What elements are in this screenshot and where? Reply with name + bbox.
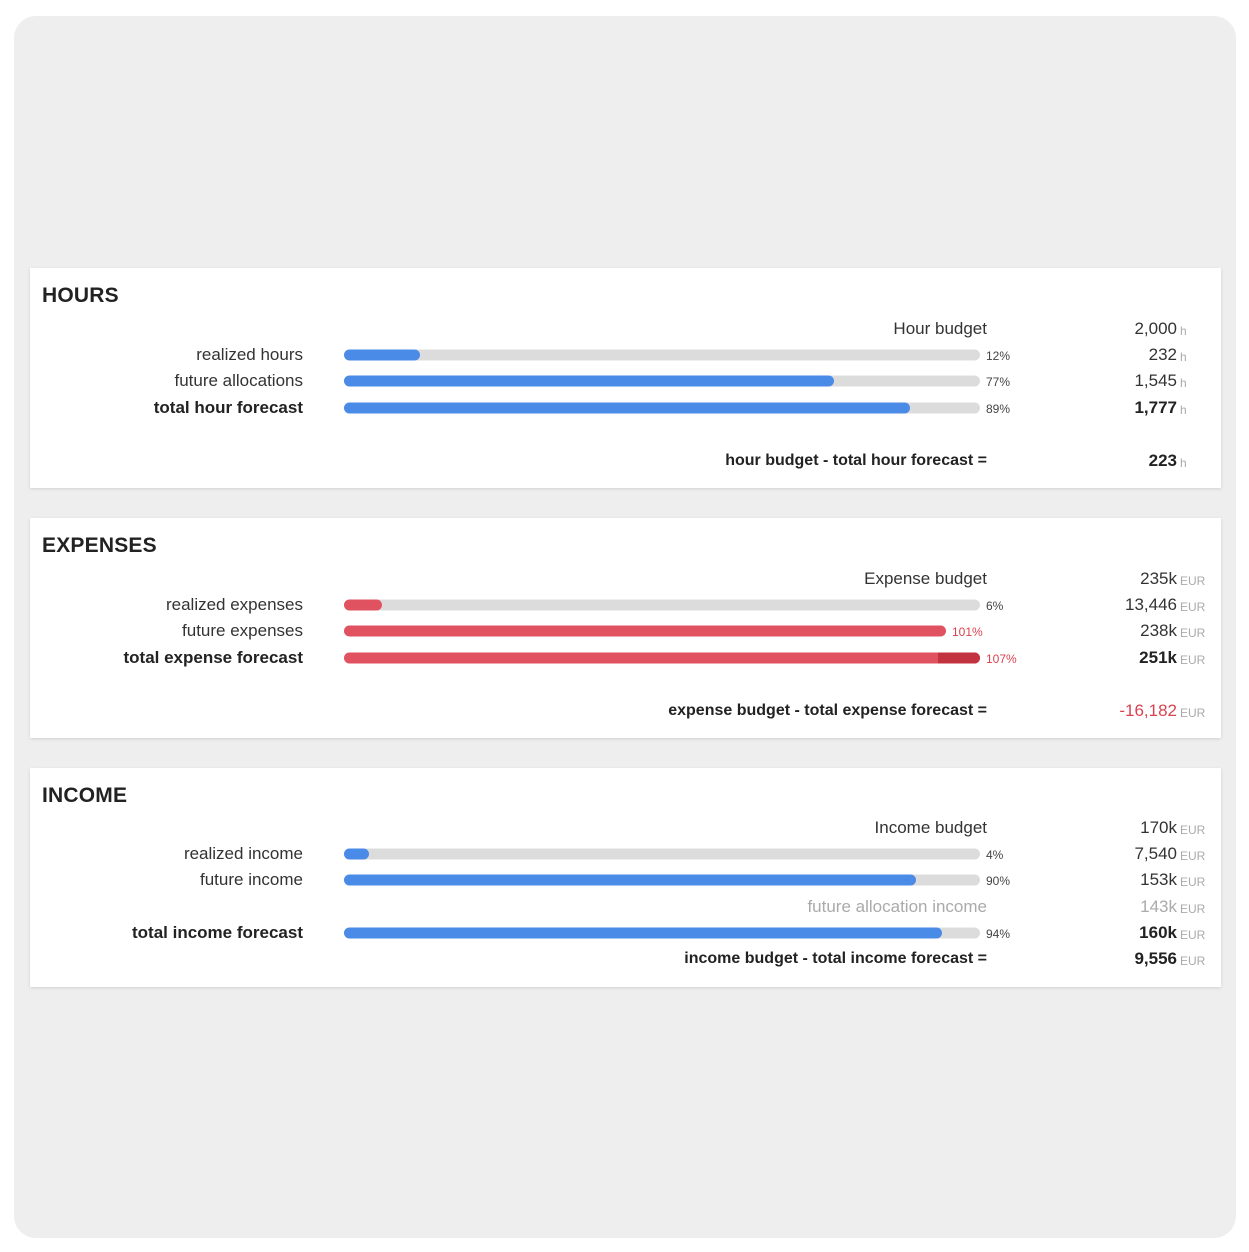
future-income-value: 153k (1140, 870, 1177, 889)
expense-budget-value: 235k (1140, 569, 1177, 588)
realized-expenses-fill (344, 600, 382, 611)
total-expense-forecast-pct: 107% (986, 652, 1017, 666)
income-diff-value: 9,556 (1134, 949, 1177, 968)
total-hour-forecast-unit: h (1180, 403, 1187, 417)
realized-income-bar (344, 849, 980, 860)
realized-hours-fill (344, 350, 420, 361)
realized-income-fill (344, 849, 369, 860)
future-income-fill (344, 875, 916, 886)
future-income-unit: EUR (1180, 875, 1206, 889)
realized-expenses-bar (344, 600, 980, 611)
expense-diff-label: expense budget - total expense forecast = (668, 702, 987, 719)
future-allocations-unit: h (1180, 376, 1187, 390)
future-income-bar (344, 875, 980, 886)
income-diff-label: income budget - total income forecast = (684, 950, 987, 967)
overbudget-segment (938, 653, 980, 664)
realized-hours-unit: h (1180, 350, 1187, 364)
total-hour-forecast-pct: 89% (986, 402, 1011, 416)
realized-hours-pct: 12% (986, 349, 1011, 363)
income-budget-value: 170k (1140, 818, 1177, 837)
realized-income-unit: EUR (1180, 849, 1206, 863)
total-income-forecast-value: 160k (1139, 923, 1177, 942)
income-budget-unit: EUR (1180, 823, 1206, 837)
expense-diff-value: -16,182 (1119, 701, 1177, 720)
total-hour-forecast-value: 1,777 (1134, 398, 1177, 417)
total-income-forecast-fill (344, 928, 942, 939)
future-expenses-pct: 101% (952, 625, 983, 639)
total-expense-forecast-fill (344, 653, 980, 664)
hour-budget-label: Hour budget (893, 319, 987, 338)
hours-title: HOURS (42, 284, 119, 307)
future-expenses-value: 238k (1140, 621, 1177, 640)
realized-hours-label: realized hours (196, 345, 303, 364)
realized-expenses-value: 13,446 (1125, 595, 1177, 614)
future-expenses-fill (344, 626, 946, 637)
income-card (30, 768, 1221, 987)
future-expenses-bar (344, 626, 946, 637)
expense-diff-unit: EUR (1180, 706, 1206, 720)
hour-budget-unit: h (1180, 324, 1187, 338)
total-hour-forecast-fill (344, 403, 910, 414)
total-income-forecast-unit: EUR (1180, 928, 1206, 942)
hour-budget-value: 2,000 (1134, 319, 1177, 338)
future-allocation-income-label: future allocation income (807, 897, 987, 916)
hour-diff-unit: h (1180, 456, 1187, 470)
realized-income-pct: 4% (986, 848, 1004, 862)
future-allocation-income-unit: EUR (1180, 902, 1206, 916)
expense-budget-label: Expense budget (864, 569, 987, 588)
total-expense-forecast-label: total expense forecast (123, 648, 303, 667)
hour-diff-label: hour budget - total hour forecast = (725, 452, 987, 469)
future-allocations-fill (344, 376, 834, 387)
total-income-forecast-bar (344, 928, 980, 939)
future-allocations-pct: 77% (986, 375, 1011, 389)
total-hour-forecast-label: total hour forecast (153, 398, 303, 417)
total-expense-forecast-bar (344, 653, 980, 664)
hour-diff-value: 223 (1148, 451, 1177, 470)
income-title: INCOME (42, 784, 128, 807)
future-allocations-label: future allocations (174, 371, 303, 390)
future-allocation-income-value: 143k (1140, 897, 1177, 916)
income-diff-unit: EUR (1180, 954, 1206, 968)
realized-income-label: realized income (183, 844, 303, 863)
realized-hours-bar (344, 350, 980, 361)
realized-expenses-pct: 6% (986, 599, 1004, 613)
realized-expenses-unit: EUR (1180, 600, 1206, 614)
expense-budget-unit: EUR (1180, 574, 1206, 588)
expenses-card (30, 518, 1221, 738)
future-allocations-bar (344, 376, 980, 387)
total-expense-forecast-unit: EUR (1180, 653, 1206, 667)
future-expenses-label: future expenses (182, 621, 303, 640)
future-expenses-unit: EUR (1180, 626, 1206, 640)
future-income-pct: 90% (986, 874, 1011, 888)
total-expense-forecast-value: 251k (1139, 648, 1177, 667)
total-income-forecast-label: total income forecast (132, 923, 303, 942)
income-budget-label: Income budget (874, 818, 987, 837)
future-income-label: future income (200, 870, 303, 889)
realized-hours-value: 232 (1148, 345, 1177, 364)
realized-expenses-label: realized expenses (165, 595, 303, 614)
total-income-forecast-pct: 94% (986, 927, 1011, 941)
hours-card (30, 268, 1221, 488)
realized-income-value: 7,540 (1134, 844, 1177, 863)
expenses-title: EXPENSES (42, 534, 157, 557)
future-allocations-value: 1,545 (1134, 371, 1177, 390)
total-hour-forecast-bar (344, 403, 980, 414)
